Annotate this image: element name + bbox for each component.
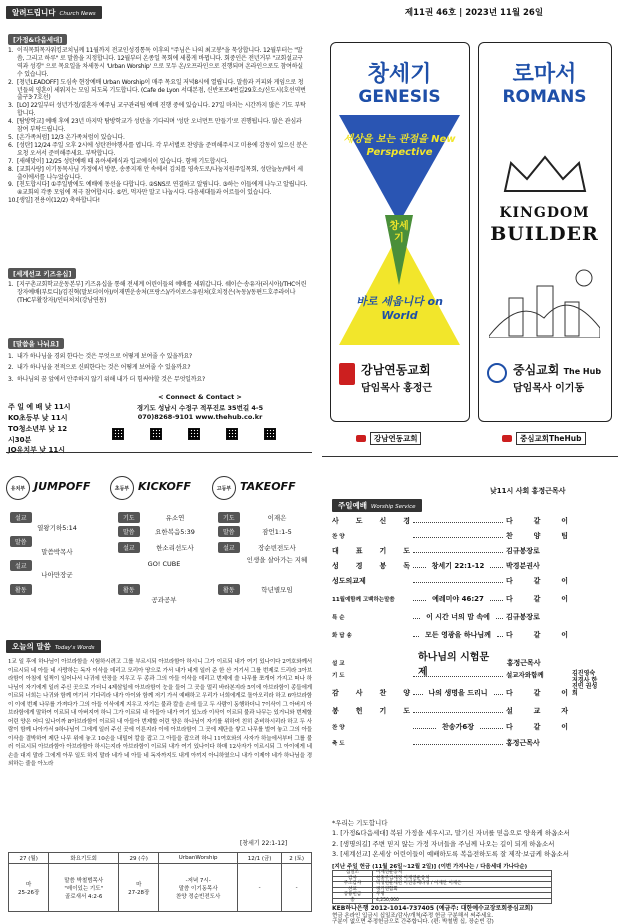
order-detail: 예레미야 46:27 [432, 595, 484, 603]
offering-table [332, 870, 552, 904]
worship-time: JO유치부 낮 11시 [8, 446, 65, 455]
calendar-header: 2 (토) [282, 853, 312, 864]
order-role: 특 순 [332, 615, 345, 621]
dept-jumpoff [6, 476, 106, 616]
dotted-leader [413, 597, 426, 601]
offering-names: 경기연합회 [373, 887, 552, 893]
list-item [8, 102, 308, 118]
list-item-text: [교회사랑] 이기동목사님 가정에서 방문, 송종지재 안 속에서 김치를 영속도로/나눔지원주일목회, 성탄늘농/에서 세출이에서를 나누었습니다. [17, 165, 303, 181]
dept-value: 열왕기하5:14 [37, 524, 77, 532]
list-item-number: 3. [8, 375, 14, 383]
order-role: 성 경 봉 독 [332, 562, 410, 570]
order-person: 다 같 이 [506, 631, 569, 639]
list-item-text: [새해맞이] 12/25 성탄예배 때 유아세례식과 입교예식이 있습니다. 함께 기도합시다. [17, 157, 229, 165]
dotted-leader [413, 549, 503, 553]
list-item [8, 134, 308, 142]
dept-value: 말씀박목사 [41, 548, 73, 556]
prayer-block [332, 818, 612, 860]
calendar-cell: 마 27-28장 [119, 864, 159, 912]
dotted-leader [413, 709, 503, 713]
church2-logo-icon [487, 363, 507, 383]
list-item-text: 이직목회목자워킹코치님께 11월까지 전교인성경통독 이후의 "주님은 나의 최고봉"을 묵상합니다. 12월부터는 "말씀, 그리고 하루" 로 말씀을 지정합니다. 12월부터 온종일 목회에 세롭게 바뀝니다. 회중인은 전년거부 "교회설교구역과 성경" 으로 목요일을 차세동시 'Urban Worship' 으로 모두 온/오프라인으로 진행되며 온라인으로도 참여하실 수 있습니다. [17, 47, 303, 78]
list-item-text: 내가 하나님을 경외 한다는 것은 무엇으로 어떻게 보여줄 수 있을까요? [17, 353, 193, 360]
offering-category: 감사 [333, 876, 373, 882]
order-header-right: 낮11시 사회 홍정근목사 [490, 487, 566, 495]
footer-note-1: 현금 온라인 입금시 십일조/감사/개척/주정 헌금 구분해서 써주세요. [332, 913, 494, 919]
list-item-number: 1. [8, 281, 14, 288]
list-item-number: 3. [8, 102, 14, 110]
blue-triangle [339, 115, 460, 223]
list-item [8, 166, 308, 182]
order-person: 다 같 이 [506, 689, 569, 697]
list-item-number: 5. [8, 133, 14, 141]
divider [322, 456, 618, 457]
order-row [332, 561, 568, 571]
offering-names: 무명 [373, 893, 552, 899]
romans-card [478, 42, 612, 422]
book2-kr: 로마서 [512, 62, 577, 87]
dept-label: 설교 [10, 560, 32, 571]
calendar-cell: 마 25-26장 [9, 864, 49, 912]
dotted-leader [413, 691, 423, 695]
news-list-mission [8, 281, 308, 305]
city-illustration [489, 258, 600, 338]
dept-title: JUMPOFF [34, 480, 91, 493]
church1-name: 강남연동교회 [361, 363, 431, 377]
tri-bot-text: 바로 세웁니다 on World [356, 295, 443, 323]
genesis-card [330, 42, 470, 422]
list-item-number: 6. [8, 141, 14, 149]
list-item-number: 10. [8, 197, 17, 205]
order-detail: 이 시간 너의 맘 속에 [426, 613, 490, 621]
list-item-text: [LO] 22일부터 성년가정/결혼자 예주님 교구관리팀 예배 진행 중에 있습니다. 27일 마치는 시간까지 많은 기도 부탁합니다. [17, 102, 306, 118]
order-person: 박경분권사 [506, 562, 540, 570]
order-detail: 나의 생명을 드리니 [428, 689, 488, 697]
youtube-channel-label: 중심교회TheHub [516, 432, 586, 445]
list-item-text: [친도합시다] ①주일밤에도 예배에 동선을 다합니다. ②SNS로 연결하고 알림니다. ③하는 이들에게 나누고 알립니다. ④교회의 각종 모임에 적극 참여합시다. ⑤먼, 먹자만 말고 나눕시다. 다음세대들과 어르들이 있습니다. [17, 181, 308, 197]
dotted-leader [497, 633, 503, 637]
builder-word: BUILDER [490, 223, 599, 245]
book2-en: ROMANS [502, 87, 587, 107]
worship-times [8, 402, 72, 456]
order-role: 화 답 송 [332, 633, 352, 639]
order-person: 김규봉장로 [506, 547, 540, 555]
order-detail: 하나님의 시험문제 [418, 652, 490, 678]
dept-label: 활동 [218, 584, 240, 595]
bank-info: KEB하나은행 2012-1014-737405 (예금주: 대한예수교장로회중심교회) [332, 905, 534, 912]
order-role: 기 도 [332, 672, 345, 679]
dept-badge: 유치부 [6, 476, 30, 500]
dotted-leader [413, 725, 436, 729]
dept-label: 활동 [118, 584, 140, 595]
order-row [332, 612, 568, 622]
offering-category: 선교 [333, 887, 373, 893]
dept-value: 공과공부 [151, 596, 177, 604]
church1-logo-icon [339, 363, 355, 385]
dotted-leader [490, 597, 503, 601]
list-item [8, 351, 308, 362]
order-role: 성도의교제 [332, 577, 366, 585]
contact-address: 경기도 성남시 수정구 적푸진로 35번길 4-5 [136, 404, 264, 412]
calendar-header: UrbanWorship [159, 853, 238, 864]
qr-code-icon [188, 428, 200, 440]
section-family-title: [가정&다음세대] [8, 34, 67, 45]
list-item-text: 내가 하나님을 전적으로 신뢰한다는 것은 어떻게 보여줄 수 있을까요? [17, 364, 191, 372]
youtube-channel-label: 강남연동교회 [370, 432, 421, 445]
order-row [332, 630, 568, 640]
youtube-icon [356, 435, 366, 442]
list-item-text: [탐방학교] 예배 후에 23년 마지막 탐방학교가 성탄을 기다리며 '성탄 오너먼트 만들기'로 진행됩니다. 많은 관심과 참여 부탁드립니다. [17, 118, 302, 134]
calendar-header: 화요기도회 [49, 853, 119, 864]
order-person: 다 같 이 [506, 517, 568, 525]
today-reference: [창세기 22:1-12] [240, 840, 288, 847]
order-role: 대 표 기 도 [332, 547, 410, 555]
dept-value: 요한복음5:39 [155, 528, 195, 536]
list-item-text: [성탄] 12/24 주일 오후 2시에 성탄전야행사를 엽니다. 각 부서별로 찬양을 준비해주시고 미용에 감동이 있으신 분은 요청 오셔서 준비해주세요. 부탁합니다. [17, 141, 308, 157]
calendar-header: 12/1 (금) [237, 853, 281, 864]
qr-code-icon [226, 428, 238, 440]
dept-value: 학년별모임 [261, 586, 293, 594]
order-detail: 찬송가6장 [442, 723, 474, 731]
kingdom-word: KINGDOM [499, 205, 590, 221]
news-title: 알려드립니다 Church News [6, 6, 102, 19]
book1-en: GENESIS [358, 87, 441, 107]
dept-label: 설교 [218, 542, 240, 553]
youtube-link-2[interactable] [502, 432, 586, 445]
order-role: 사 도 신 경 [332, 517, 410, 525]
list-item [8, 47, 308, 79]
order-role: 감 사 찬 양 [332, 689, 410, 697]
dept-value: 나아만장군 [41, 571, 73, 579]
news-list-sharing [8, 351, 308, 385]
dotted-leader [490, 564, 503, 568]
order-person: 설교자와함께 [506, 671, 544, 679]
dept-kickoff [110, 476, 210, 616]
qr-code-icon [112, 428, 124, 440]
offering-category: 공용헌금 [333, 893, 373, 899]
calendar-cell: - [237, 864, 281, 912]
order-person: 찬 양 팀 [506, 532, 568, 540]
dotted-leader [413, 741, 503, 745]
order-person: 다 같 이 [506, 595, 568, 603]
contact-phone: 070)8268-9101 www.thehub.co.kr [137, 413, 263, 421]
book1-kr: 창세기 [367, 62, 432, 87]
order-detail: 모든 영광을 하나님께 [425, 631, 491, 639]
order-role: 봉 헌 기 도 [332, 707, 410, 715]
dept-title: TAKEOFF [240, 480, 296, 493]
footer-note-2: 구분이 없으면 주정헌금으로 간주합니다. (편: 박철범 십, 장순빈 감) [332, 919, 494, 924]
list-item-number: 4. [8, 118, 14, 126]
list-item [8, 118, 308, 134]
list-item-text: [온가족처럼] 12/3 온가족처럼이 있습니다. [17, 133, 125, 141]
order-person: 홍정근목사 [506, 739, 540, 747]
order-row [332, 670, 568, 679]
list-item-number: 2. [8, 78, 14, 86]
dept-value: 유소연 [165, 514, 185, 522]
contact-title: < Connect & Contact > [158, 393, 242, 401]
order-title: 주일예배 Worship Service [332, 499, 422, 512]
dotted-leader [413, 633, 419, 637]
order-role: 축 도 [332, 741, 345, 747]
list-item [8, 281, 308, 305]
dept-badge: 초등부 [110, 476, 134, 500]
dept-label: 설교 [118, 542, 140, 553]
youtube-link-1[interactable] [356, 432, 421, 445]
dotted-leader [496, 615, 503, 619]
list-item-text: [생일] 전용이(12/2) 축하합니다! [17, 197, 100, 205]
order-person: 김규봉장로 [506, 613, 540, 621]
tri-top-text: 세상을 보는 관점을 New Perspective [343, 134, 456, 158]
list-item-text: [청년LEADOFF] 도심속 현장예배 Urban Worship이 매주 목요일 저녁8시에 열립니다. 말씀과 커피와 게임으로 청년들의 영혼이 세워지는 모임 되도록 기도합니다. (Cafe de Lyon 서대본점, 신반포로4번길29호소/신도시(호선역번출구3·7호선) [17, 78, 306, 102]
dotted-leader [480, 725, 503, 729]
order-row [332, 722, 568, 732]
order-role: 11월예함께 고백하는말씀 [332, 597, 395, 603]
offering-names: 4,250,000 [373, 898, 552, 904]
worship-time: TO청소년부 낮 12시30분 [8, 424, 68, 444]
order-person: 다 같 이 [506, 723, 569, 731]
list-item-number: 8. [8, 165, 14, 173]
offering-category: 주소감사 [333, 882, 373, 888]
dept-label: 기도 [218, 512, 240, 523]
offering-title: [지난 주일 헌금 (11월 26일~12월 2일)] (이번 가지나는 / 다음세대 가나다순) [332, 864, 528, 870]
dotted-leader [413, 615, 420, 619]
list-item-number: 2. [8, 364, 14, 372]
dept-value: 잠언1:1-5 [262, 528, 292, 536]
dept-value: GO! CUBE [147, 560, 181, 568]
list-item [8, 374, 308, 385]
list-item-text: 하나님의 꿈 앞에서 안주하지 않기 위해 내가 더 힘써야할 것은 무엇일까요? [17, 375, 205, 383]
list-item-number: 1. [8, 47, 14, 54]
order-row [332, 688, 568, 698]
special-names: 김진영숙 저경사 한진민 권성희 [572, 670, 598, 697]
dotted-leader [413, 519, 503, 523]
dept-takeoff [212, 476, 312, 616]
calendar-header: 27 (월) [9, 853, 49, 864]
issue-info: 제11권 46호 | 2023년 11월 26일 [404, 8, 544, 18]
offering-names: 박성현운세현 이연총배나영 / 이재안 이재은 [373, 882, 552, 888]
dept-label: 활동 [10, 584, 32, 595]
order-row [332, 546, 568, 556]
prayer-item: 3. [세계선교] 온세상 어린이들이 예배하도록 복음전하도록 잘 제작·보급케 하옵소서 [332, 850, 570, 859]
worship-time: 주 일 예 배 낮 11시 [8, 403, 71, 411]
dotted-leader [413, 673, 503, 677]
list-item [8, 79, 308, 103]
order-person: 다 같 이 [506, 577, 568, 585]
order-detail: 창세기 22:1-12 [431, 562, 485, 570]
dept-label: 설교 [10, 512, 32, 523]
offering-category: 총 [333, 898, 373, 904]
dept-value: 한소리선도사 [156, 544, 194, 552]
dept-label: 말씀 [218, 526, 240, 537]
church1-pastor: 담임목사 홍정근 [361, 383, 433, 394]
list-item-number: 7. [8, 157, 14, 165]
order-row [332, 531, 568, 541]
offering-names: 현홍주김세정 이재연운송처 [373, 876, 552, 882]
qr-code-icon [150, 428, 162, 440]
dept-title: KICKOFF [138, 480, 191, 493]
list-item [8, 362, 308, 373]
list-item [8, 181, 308, 197]
calendar-header: 29 (수) [119, 853, 159, 864]
worship-time: KO초등부 낮 11시 [8, 413, 68, 422]
calendar-cell: -저녁 7시- 말씀 이기동목사 찬양 정순빈전도사 [159, 864, 238, 912]
news-list-family [8, 47, 308, 205]
list-item [8, 197, 308, 205]
section-mission-title: [세계선교 키즈유십] [8, 268, 76, 279]
dept-label: 말씀 [10, 536, 32, 547]
offering-category: 십일조 [333, 871, 373, 877]
list-item-number: 9. [8, 181, 14, 189]
dept-label: 말씀 [118, 526, 140, 537]
order-row [332, 738, 568, 748]
tri-mid-text: 창세기 [389, 221, 409, 244]
church2-name: 중심교회 The Hub [513, 363, 602, 377]
offering-names: 이재연운송처 [373, 871, 552, 877]
calendar-cell: 말씀 박철범목사 "레이있는 기도" 골로새서 4:2-6 [49, 864, 119, 912]
dotted-leader [413, 579, 503, 583]
dept-label: 기도 [118, 512, 140, 523]
list-item [8, 142, 308, 158]
dotted-leader [413, 564, 426, 568]
order-row [332, 516, 568, 526]
dept-value: 이재은 [267, 514, 287, 522]
dept-value: 장순빈전도사 [258, 544, 296, 552]
youtube-icon [502, 435, 512, 442]
order-role: 설 교 [332, 661, 345, 667]
order-person: 홍정근목사 [506, 659, 541, 667]
today-text: 1교 일 후에 하나님이 아브라함을 시험하시려고 그를 부르시되 아브라함아 하시니 그가 이르되 내가 여기 있나이다 2여호와께서 이르시되 네 아들 네 사랑하는 독자 이삭을 데리고 모리아 땅으로 가서 내가 네게 일러 준 한 산 거기서 그를 번제로 드리라 3아브라함이 아침에 일찍이 일어나서 나귀에 안장을 지우고 두 종과 그의 아들 이삭을 데리고 번제에 쓸 나무를 쪼개어 가지고 떠나 하나님이 자기에게 일러 주신 곳으로 가더니 4제삼일에 아브라함이 눈을 들어 그 곳을 멀리 바라본지라 5이에 아브라함이 종들에게 이르되 너희는 나귀와 함께 여기서 기다리라 내가 아이와 함께 저기 가서 예배하고 우리가 너희에게로 돌아오리라 하고 6아브라함이 이에 번제 나무를 가져다가 그의 아들 이삭에게 지우고 자기는 불과 칼을 손에 들고 두 사람이 동행하더니 7이삭이 그 아버지 아브라함에게 말하여 이르되 내 아버지여 하니 그가 이르되 내 아들아 내가 여기 있노라 이삭이 이르되 불과 나무는 있거니와 번제할 어린 양은 어디 있나이까 8아브라함이 이르되 내 아들아 번제할 어린 양은 하나님이 자기를 위하여 친히 준비하시리라 하고 두 사람이 함께 나아가서 9하나님이 그에게 일러 주신 곳에 이른지라 이에 아브라함이 그 곳에 제단을 쌓고 나무를 벌여 놓고 그의 아들 이삭을 결박하여 제단 나무 위에 놓고 10손을 내밀어 칼을 잡고 그 아들을 잡으려 하니 11여호와의 사자가 하늘에서부터 그를 불러 이르시되 아브라함아 아브라함아 하시는지라 아브라함이 이르되 내가 여기 있나이다 하매 12사자가 이르시되 그 아이에게 네 손을 대지 말라 그에게 아무 일도 하지 말라 네가 네 아들 네 독자까지도 내게 아끼지 아니하였으니 내가 이제야 네가 하나님을 경외하는 줄을 아노라 [8, 659, 312, 767]
dept-value: 인생을 살아가는 지혜 [246, 556, 308, 564]
section-sharing-title: [말씀을 나눠요] [8, 338, 64, 349]
order-person: 설 교 자 [506, 707, 568, 715]
dotted-leader [413, 534, 503, 538]
order-row [332, 576, 568, 586]
weekly-calendar [8, 852, 312, 912]
divider [6, 452, 312, 453]
order-row [332, 706, 568, 716]
list-item-text: [지구촌교회학교운동본부] 키즈유십을 통해 전세계 어린이들의 예배를 세워갑니다. 쉐이슨·송유자(러시아)/THC어린장자예배(부토디)/김진혁(말보더이아)/이재면운송처(프랑스)/카이로스유원처(호치정은(녹동)/동편드호주라이나(THC부활장자)/인터처치(강남연동) [17, 281, 307, 304]
prayer-item: 2. [생명의길] 주변 믿지 않는 가정 자녀들을 주님께 나오는 길이 되게 하옵소서 [332, 839, 555, 848]
calendar-cell: - [282, 864, 312, 912]
prayer-item: 1. [가정&다음세대] 복된 가정을 세우시고, 말기신 자녀를 믿음으로 양육케 하옵소서 [332, 829, 570, 838]
order-row [332, 594, 568, 604]
today-title: 오늘의 말씀 Today's Words [6, 640, 101, 653]
church2-pastor: 담임목사 이기동 [513, 383, 585, 394]
list-item-number: 1. [8, 353, 14, 360]
dotted-leader [494, 691, 504, 695]
prayer-title: *우리는 기도합니다 [332, 819, 388, 827]
list-item [8, 158, 308, 166]
order-role: 찬 양 [332, 534, 345, 540]
crown-icon [501, 153, 589, 193]
dept-badge: 고등부 [212, 476, 236, 500]
order-role: 찬 양 [332, 725, 345, 731]
qr-code-icon [264, 428, 276, 440]
